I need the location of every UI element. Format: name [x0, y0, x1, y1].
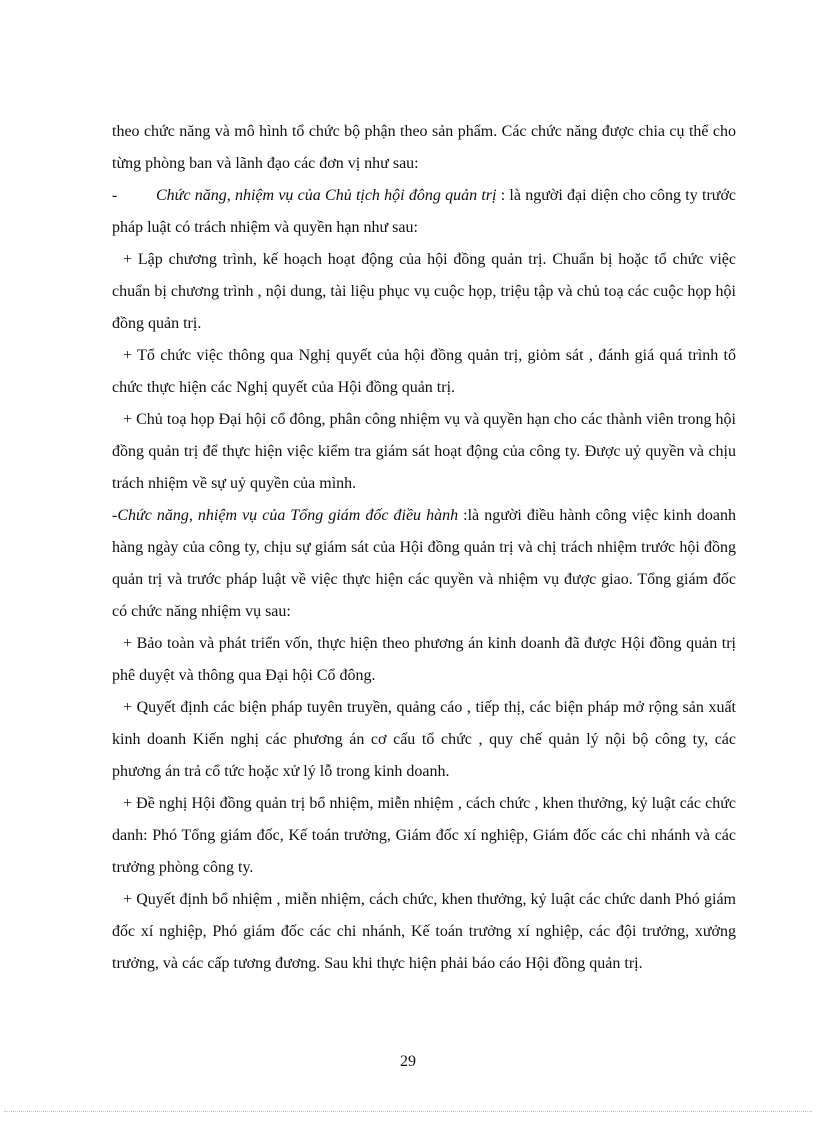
- chairman-duty-3-text: + Chủ toạ họp Đại hội cổ đông, phân công nhiệm vụ và quyền hạn cho các thành viên trong hội đồng quản trị để thực hiện việc kiểm tra giám sát hoạt động của công ty. Được uỷ quyền và chịu trách nhiệm về sự uỷ quyền của mình.: [112, 411, 736, 492]
- chairman-duty-3: [112, 404, 736, 500]
- document-body: [112, 116, 736, 980]
- chairman-duty-1-text: + Lập chương trình, kế hoạch hoạt động của hội đồng quản trị. Chuẩn bị hoặc tổ chức việc chuẩn bị chương trình , nội dung, tài liệu phục vụ cuộc họp, triệu tập và chủ toạ các cuộc họp hội đồng quản trị.: [112, 251, 736, 332]
- ceo-duty-4: [112, 884, 736, 980]
- chairman-heading: Chức năng, nhiệm vụ của Chủ tịch hội đông quản trị: [156, 187, 497, 204]
- ceo-duty-3-text: + Đề nghị Hội đồng quản trị bổ nhiệm, miễn nhiệm , cách chức , khen thưởng, kỷ luật các chức danh: Phó Tổng giám đốc, Kế toán trưởng, Giám đốc xí nghiệp, Giám đốc các chi nhánh và các trưởng phòng công ty.: [112, 795, 736, 876]
- ceo-duty-4-text: + Quyết định bổ nhiệm , miễn nhiệm, cách chức, khen thưởng, kỷ luật các chức danh Phó giám đốc xí nghiệp, Phó giám đốc các chi nhánh, Kế toán trưởng xí nghiệp, các đội trưởng, xưởng trưởng, và các cấp tương đương. Sau khi thực hiện phải báo cáo Hội đồng quản trị.: [112, 891, 736, 972]
- ceo-duty-3: [112, 788, 736, 884]
- ceo-duty-1-text: + Bảo toàn và phát triển vốn, thực hiện theo phương án kinh doanh đã được Hội đồng quản trị phê duyệt và thông qua Đại hội Cổ đông.: [112, 635, 736, 684]
- ceo-duty-2: [112, 692, 736, 788]
- chairman-duty-1: [112, 244, 736, 340]
- ceo-text: :là người điều hành công việc kinh doanh hàng ngày của công ty, chịu sự giám sát của Hội đồng quản trị và chị trách nhiệm trước hội đồng quản trị và trước pháp luật về việc thực hiện các quyền và nhiệm vụ được giao. Tổng giám đốc có chức năng nhiệm vụ sau:: [112, 507, 736, 620]
- ceo-paragraph: [112, 500, 736, 628]
- page-bottom-border: [4, 1111, 812, 1112]
- intro-text: theo chức năng và mô hình tổ chức bộ phận theo sản phẩm. Các chức năng được chia cụ thể cho từng phòng ban và lãnh đạo các đơn vị như sau:: [112, 123, 736, 172]
- ceo-duty-1: [112, 628, 736, 692]
- intro-paragraph: [112, 116, 736, 180]
- chairman-text: : là người đại diện cho công ty trước pháp luật có trách nhiệm và quyền hạn như sau:: [112, 187, 737, 236]
- chairman-duty-2: [112, 340, 736, 404]
- list-dash: -: [112, 187, 118, 204]
- chairman-paragraph: [112, 180, 736, 244]
- page-number: 29: [400, 1053, 416, 1070]
- ceo-heading: -Chức năng, nhiệm vụ của Tổng giám đốc điều hành: [112, 507, 459, 524]
- ceo-duty-2-text: + Quyết định các biện pháp tuyên truyền, quảng cáo , tiếp thị, các biện pháp mở rộng sản xuất kinh doanh Kiến nghị các phương án cơ cấu tổ chức , quy chế quản lý nội bộ công ty, các phương án trả cổ tức hoặc xử lý lỗ trong kinh doanh.: [112, 699, 736, 780]
- chairman-duty-2-text: + Tổ chức việc thông qua Nghị quyết của hội đồng quản trị, giỏm sát , đánh giá quá trình tổ chức thực hiện các Nghị quyết của Hội đồng quản trị.: [112, 347, 736, 396]
